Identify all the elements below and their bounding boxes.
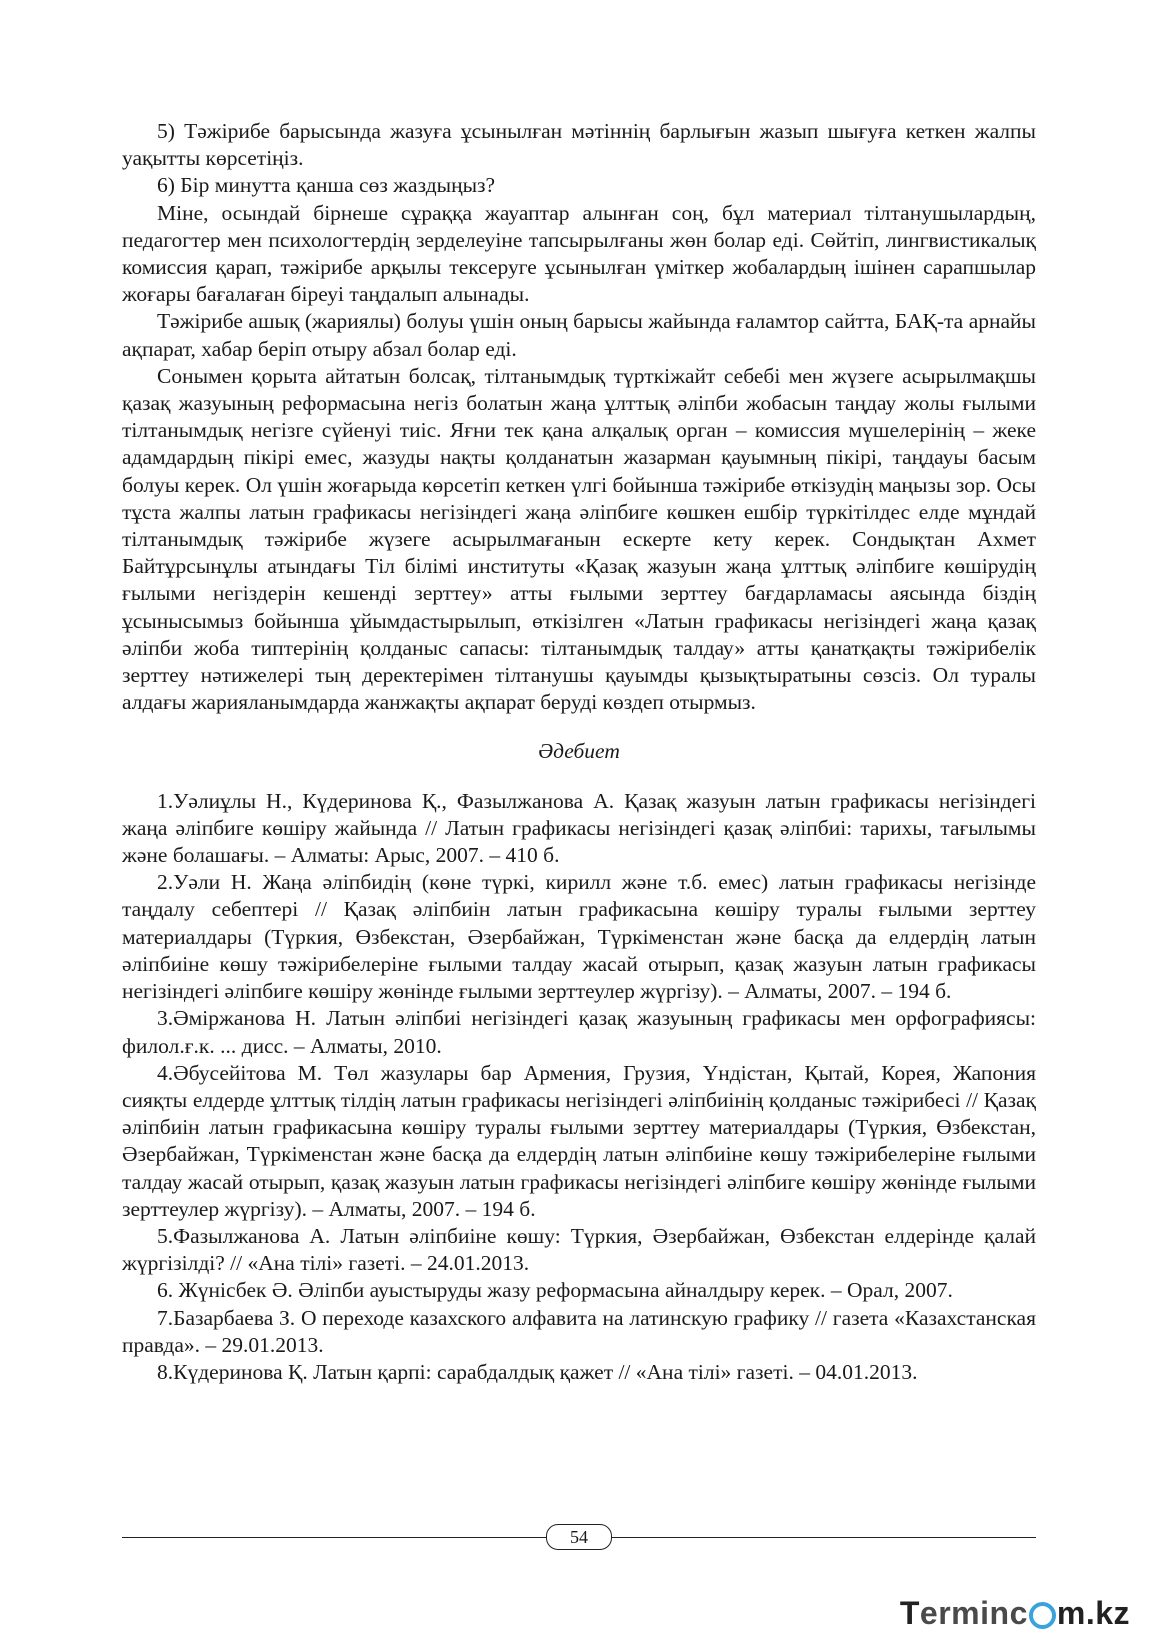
- reference-item: 1.Уәлиұлы Н., Күдеринова Қ., Фазылжанова А. Қазақ жазуын латын графикасы негізіндегі жаңа әліпбиге көшіру жайында // Латын графикасы негізіндегі қазақ әліпбиі: тарихы, тағылымы және болашағы. – Алматы: Арыс, 2007. – 410 б.: [122, 788, 1036, 868]
- reference-item: 6. Жүнісбек Ә. Әліпби ауыстыруды жазу реформасына айналдыру керек. – Орал, 2007.: [157, 1278, 953, 1303]
- watermark-text-middle: erminc: [919, 1595, 1028, 1631]
- reference-item: 7.Базарбаева З. О переходе казахского алфавита на латинскую графику // газета «Казахстанская правда». – 29.01.2013.: [122, 1305, 1036, 1357]
- reference-item: 2.Уәли Н. Жаңа әліпбидің (көне түркі, кирилл және т.б. емес) латын графикасы негізінде таңдалу себептері // Қазақ әліпбиін латын графикасына көшіру туралы ғылыми зерттеу материалдары (Түркия, Өзбекстан, Әзербайжан, Түркіменстан және басқа да елдердің латын әліпбиіне көшу тәжірибелеріне ғылыми талдау жасай отырып, қазақ жазуын латын графикасы негізіндегі әліпбиге көшіру жөнінде ғылыми зерттеулер жүргізу). – Алматы, 2007. – 194 б.: [122, 870, 1036, 1004]
- paragraph: 6) Бір минутта қанша сөз жаздыңыз?: [157, 173, 496, 198]
- reference-item: 5.Фазылжанова А. Латын әліпбиіне көшу: Түркия, Әзербайжан, Өзбекстан елдерінде қалай жүргізілді? // «Ана тілі» газеті. – 24.01.2013.: [122, 1223, 1036, 1276]
- watermark-text-end: m.kz: [1056, 1595, 1130, 1631]
- paragraph: Міне, осындай бірнеше сұраққа жауаптар алынған соң, бұл материал тілтанушылардың, педагогтер мен психологтердің зерделеуіне тапсырылғаны жөн болар еді. Сөйтіп, лингвистикалық комиссия қарап, тәжірибе арқылы тексеруге ұсынылған үміткер жобалардың ішінен сарапшылар жоғары бағалаған біреуі таңдалып алынады.: [122, 200, 1036, 307]
- watermark-text-start: T: [899, 1595, 920, 1631]
- footer-rule-right: [612, 1537, 1036, 1538]
- page-number: 54: [546, 1524, 612, 1550]
- site-watermark: [900, 1595, 1130, 1632]
- paragraph: Сонымен қорыта айтатын болсақ, тілтанымдық түрткіжайт себебі мен жүзеге асырылмақшы қазақ жазуының реформасына негіз болатын жаңа ұлттық әліпби жобасын таңдау жолы ғылыми тілтанымдық негізге сүйенуі тиіс. Яғни тек қана алқалық орган – комиссия мүшелерінің – жеке адамдардың пікірі емес, жазуды нақты қолданатын жазарман қауымның пікірі, таңдауы басым болуы керек. Ол үшін жоғарыда көрсетіп кеткен үлгі бойынша тәжірибе өткізудің маңызы зор. Осы тұста жалпы латын графикасы негізіндегі жаңа әліпбиге көшкен ешбір түркітілдес елде мұндай тілтанымдық тәжірибе жүзеге асырылмағанын ескерте кету керек. Сондықтан Ахмет Байтұрсынұлы атындағы Тіл білімі институты «Қазақ жазуын жаңа ұлттық әліпбиге көшірудің ғылыми негіздерін кешенді зерттеу» атты ғылыми зерттеу бағдарламасы аясында біздің ұсынысымыз бойынша ұйымдастырылып, өткізілген «Латын графикасы негізіндегі жаңа қазақ әліпби жоба типтерінің қолданыс сапасы: тілтанымдық талдау» атты қанатқақты тәжірибелік зерттеу нәтижелері тың деректерімен тілтанушы қауымды қызықтыратыны сөзсіз. Ол туралы алдағы жарияланымдарда жанжақты ақпарат беруді көздеп отырмыз.: [122, 363, 1036, 715]
- reference-item: 4.Әбусейітова М. Төл жазулары бар Армения, Грузия, Үндістан, Қытай, Корея, Жапония сияқты елдерде ұлттық тілдің латын графикасы негізіндегі әліпбиінің қолданыс тәжірибесі // Қазақ әліпбиін латын графикасына көшіру туралы ғылыми зерттеу материалдары (Түркия, Өзбекстан, Әзербайжан, Түркіменстан және басқа да елдердің латын әліпбиіне көшу тәжірибелеріне ғылыми талдау жасай отырып, қазақ жазуын латын графикасы негізіндегі әліпбиге көшіру жөнінде ғылыми зерттеулер жүргізу). – Алматы, 2007. – 194 б.: [122, 1060, 1036, 1221]
- references-heading: Әдебиет: [538, 739, 620, 764]
- watermark-ring-icon: [1029, 1602, 1056, 1629]
- paragraph: Тәжірибе ашық (жариялы) болуы үшін оның барысы жайында ғаламтор сайтта, БАҚ-та арнайы ақпарат, хабар беріп отыру абзал болар еді.: [122, 309, 1036, 361]
- reference-item: 8.Күдеринова Қ. Латын қарпі: сарабдалдық қажет // «Ана тілі» газеті. – 04.01.2013.: [157, 1359, 918, 1384]
- paragraph: 5) Тәжірибе барысында жазуға ұсынылған мәтіннің барлығын жазып шығуға кеткен жалпы уақытты көрсетіңіз.: [122, 119, 1036, 171]
- footer-rule-left: [122, 1537, 546, 1538]
- reference-item: 3.Әміржанова Н. Латын әліпбиі негізіндегі қазақ жазуының графикасы мен орфографиясы: филол.ғ.к. ... дисс. – Алматы, 2010.: [122, 1006, 1036, 1058]
- page-body: [122, 118, 1036, 1386]
